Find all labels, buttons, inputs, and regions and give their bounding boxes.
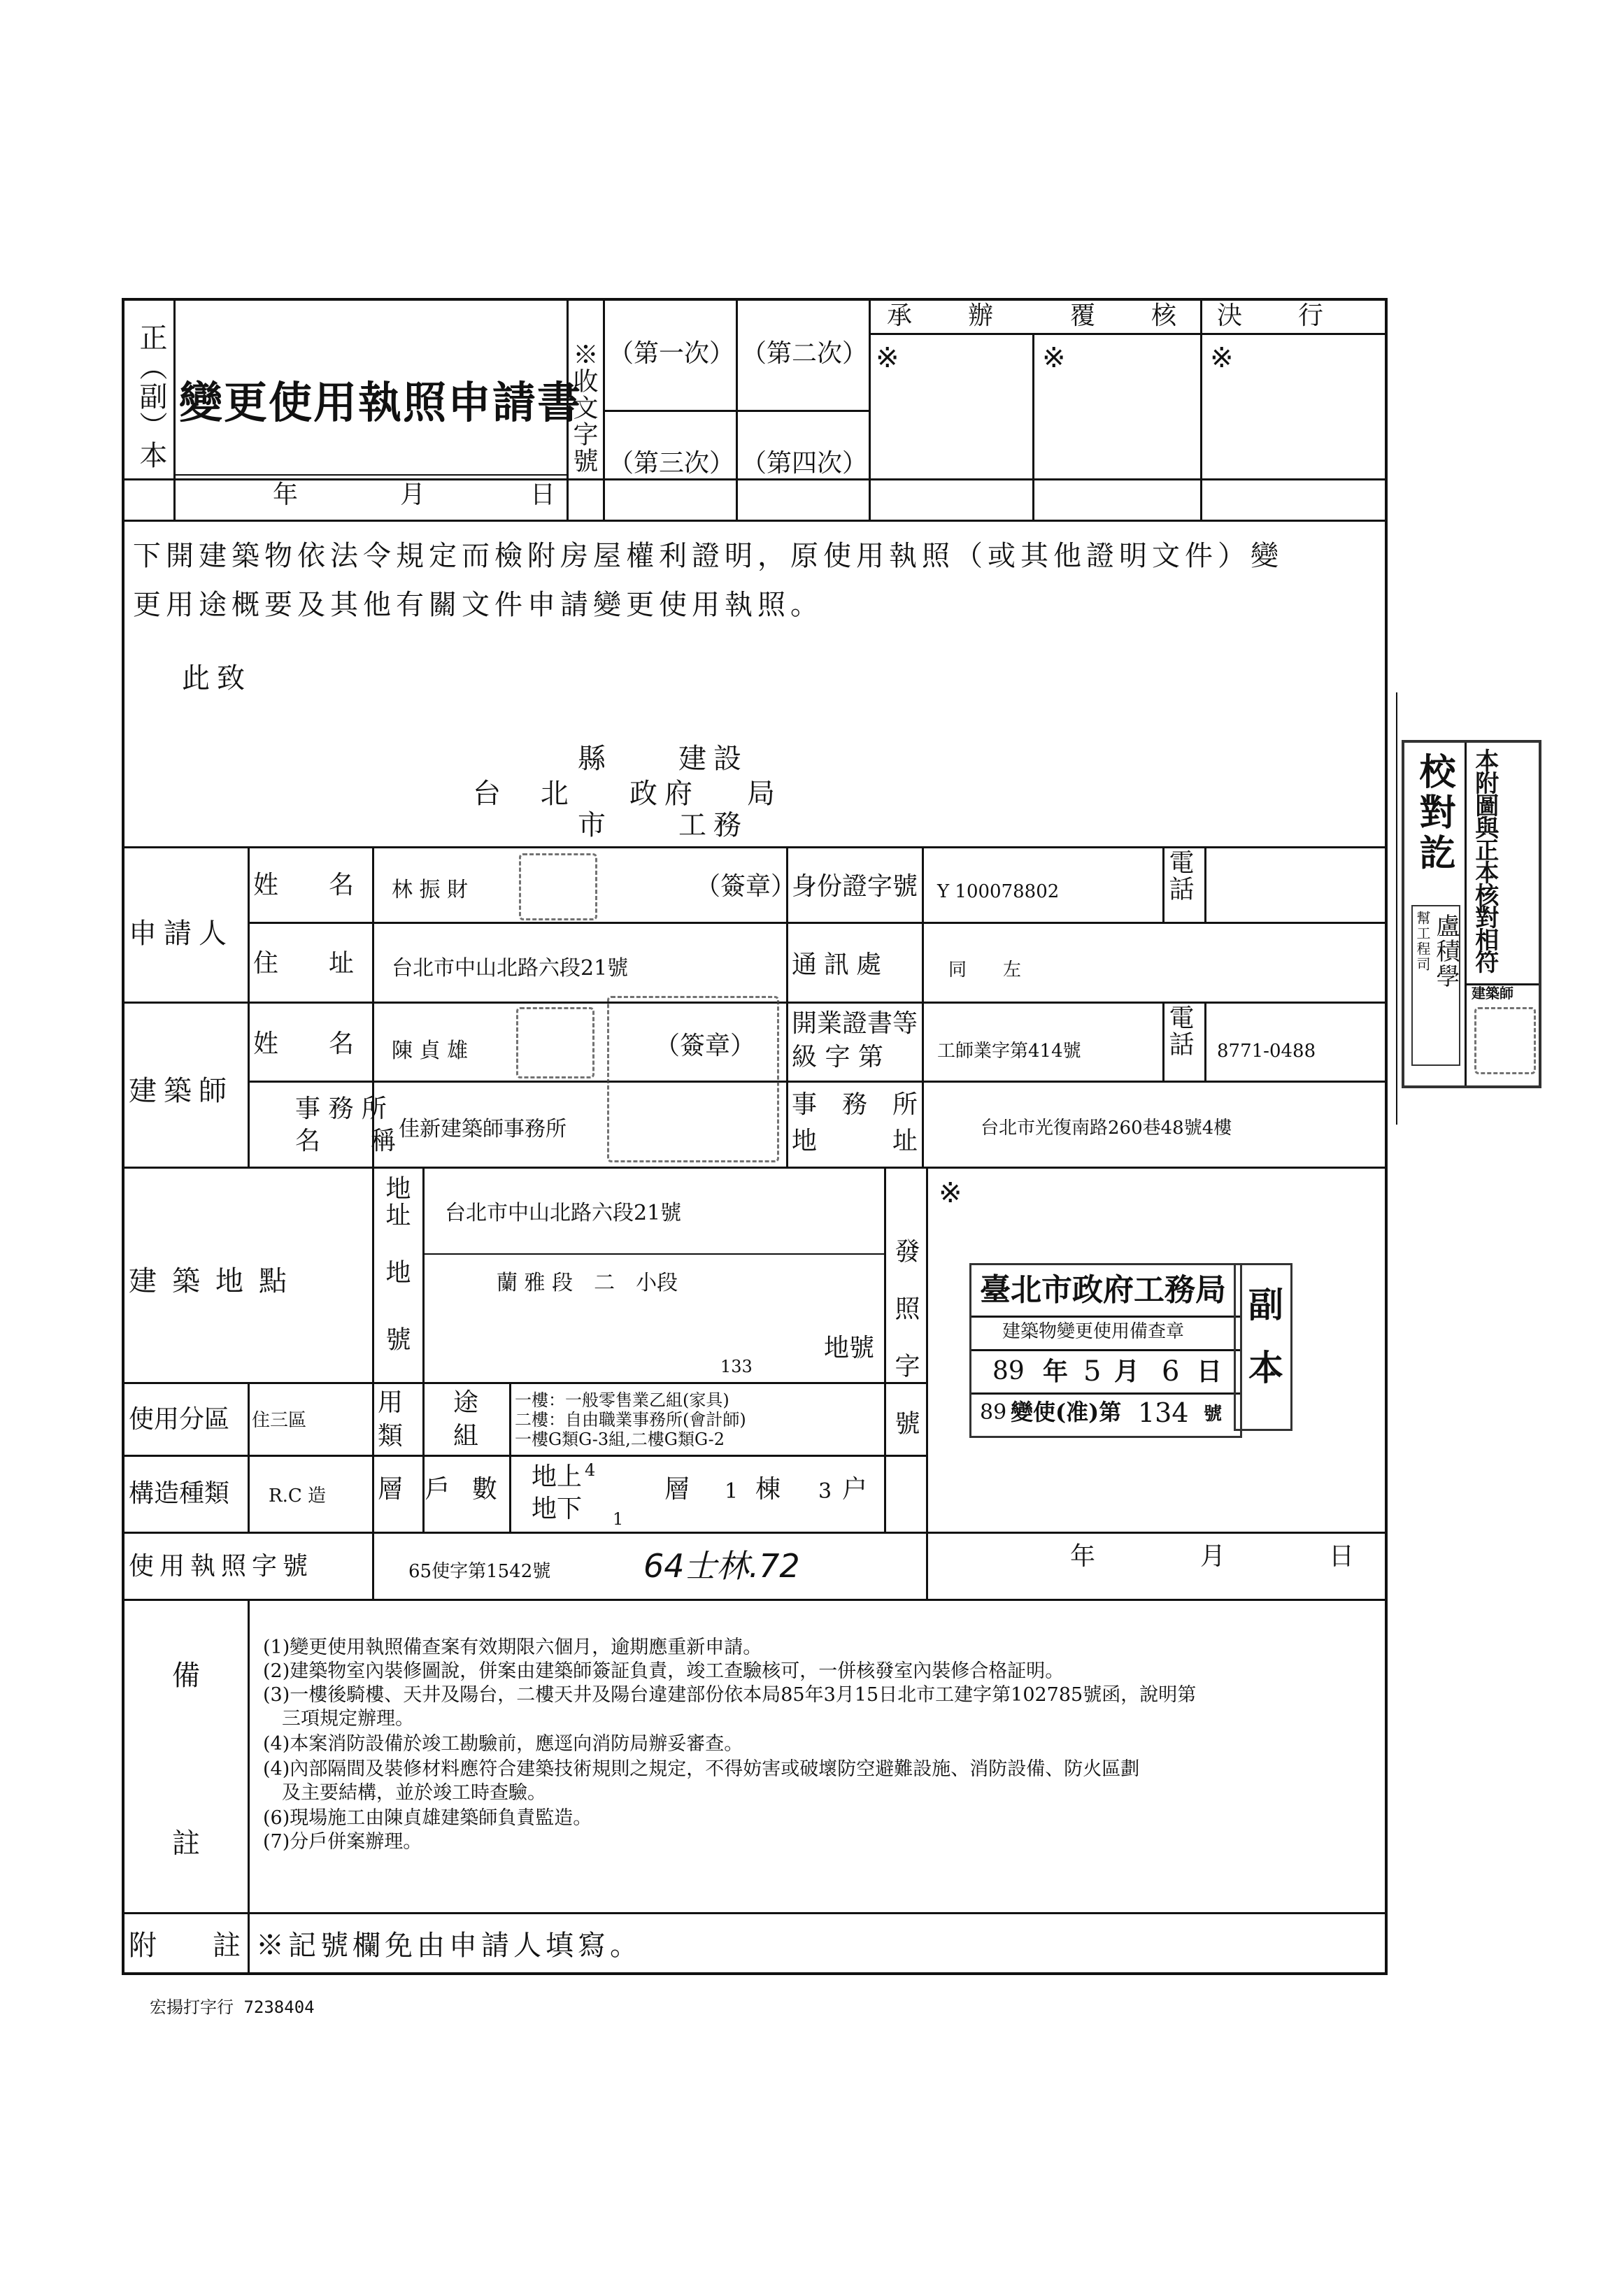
remark-line-4: 三項規定辦理。	[263, 1708, 414, 1730]
building-unit: 棟	[755, 1475, 781, 1504]
org-gov: 政府	[629, 778, 699, 810]
side-match-text: 本附圖與正本核對相符	[1470, 748, 1499, 972]
architect-office: 佳新建築師事務所	[399, 1117, 567, 1141]
stamp-org: 臺北市政府工務局	[980, 1272, 1226, 1308]
applicant-phone-label: 電話	[1165, 849, 1194, 902]
site-lot-number-label: 地號	[824, 1334, 875, 1362]
copy-type: 正（副）本	[135, 323, 167, 470]
applicant-name-label: 姓 名	[253, 871, 355, 899]
architect-sign-label: （簽章）	[655, 1032, 756, 1060]
review-handle: 承 辦	[887, 301, 1009, 330]
remarks-label-bottom: 註	[172, 1828, 200, 1860]
date-year-label: 年	[273, 480, 299, 509]
stamp-d: 日	[1197, 1357, 1223, 1386]
applicant-sign-label: （簽章）	[695, 872, 797, 901]
remarks-label-top: 備	[172, 1660, 200, 1692]
use-license-handwritten: 64士林.72	[643, 1547, 800, 1585]
applicant-contact-label: 通訊處	[792, 950, 889, 979]
stamp-number-prefix: 89	[980, 1400, 1007, 1425]
site-lot-number: 133	[720, 1357, 753, 1376]
org-work: 工務	[678, 809, 748, 841]
side-worker-title: 幫工程司	[1414, 911, 1431, 972]
usage-type-label-2: 類 組	[378, 1422, 479, 1451]
review-mark-3: ※	[1210, 342, 1234, 374]
license-date-year: 年	[1070, 1542, 1096, 1571]
architect-name: 陳 貞 雄	[392, 1039, 469, 1063]
license-date-month: 月	[1200, 1542, 1226, 1571]
org-city-name: 台 北	[473, 778, 584, 810]
side-seal	[1474, 1007, 1536, 1074]
form-title: 變更使用執照申請書	[179, 377, 583, 428]
site-section-label: 建築地點	[129, 1265, 302, 1297]
architect-name-label: 姓 名	[253, 1029, 355, 1058]
site-section-name: 蘭 雅 段 二 小段	[497, 1271, 678, 1295]
stamp-number-mid: 變使(准)第	[1011, 1399, 1122, 1425]
architect-seal-small	[516, 1007, 594, 1078]
date-day-label: 日	[530, 480, 556, 509]
floors-below-label: 地下	[532, 1495, 583, 1523]
side-architect-text: 建築師	[1472, 985, 1513, 1002]
floors-below-count: 1	[613, 1509, 624, 1529]
stamp-date-day: 6	[1162, 1355, 1180, 1388]
stamp-y: 年	[1043, 1357, 1069, 1386]
architect-seal-large	[607, 996, 779, 1162]
remark-line-3: (3)一樓後騎樓、天井及陽台，二樓天井及陽台違建部份依本局85年3月15日北市工建字第102785號函，說明第	[263, 1684, 1197, 1706]
applicant-name: 林 振 財	[392, 878, 469, 902]
remark-line-2: (2)建築物室內裝修圖說，併案由建築師簽証負責，竣工查驗核可，一併核發室內裝修合格証明。	[263, 1660, 1064, 1682]
remark-line-8: (6)現場施工由陳貞雄建築師負責監造。	[263, 1807, 592, 1829]
architect-office-address: 台北市光復南路260巷48號4樓	[981, 1118, 1232, 1139]
review-mark-2: ※	[1042, 342, 1066, 374]
printer-mark: 宏揚打字行 7238404	[150, 1997, 315, 2017]
household-count: 3	[818, 1479, 832, 1504]
applicant-address-label: 住 址	[253, 949, 355, 978]
intro-line-2: 更用途概要及其他有關文件申請變更使用執照。	[133, 589, 823, 621]
footnote-label: 附 註	[129, 1930, 241, 1962]
floors-label: 層 戶 數	[378, 1475, 504, 1504]
org-bureau: 局	[747, 778, 775, 810]
round-3: （第三次）	[608, 449, 735, 478]
remark-line-7: 及主要結構，並於竣工時查驗。	[263, 1782, 546, 1804]
org-county: 縣	[578, 743, 606, 775]
org-build: 建設	[678, 743, 748, 775]
stamp-number-suffix: 號	[1204, 1404, 1223, 1425]
zone-label: 使用分區	[129, 1405, 230, 1434]
usage-type-label-1: 用 途	[378, 1388, 479, 1417]
applicant-contact-value: 同 左	[948, 960, 1022, 981]
structure-value: R.C 造	[269, 1486, 326, 1506]
org-city: 市	[578, 809, 606, 841]
side-worker-box	[1411, 905, 1460, 1066]
stamp-date-year: 89	[992, 1357, 1025, 1385]
architect-office-addr-label-2: 地 址	[792, 1127, 918, 1155]
floors-above-label: 地上	[532, 1462, 583, 1491]
usage-type-2: 二樓：自由職業事務所(會計師)	[515, 1410, 746, 1430]
copy-stamp-text: 副本	[1243, 1286, 1284, 1412]
side-verify-stamp	[1402, 740, 1541, 1088]
side-worker-name: 盧積學	[1432, 913, 1460, 989]
round-4: （第四次）	[741, 449, 868, 478]
review-decide: 決 行	[1217, 301, 1339, 330]
remark-line-1: (1)變更使用執照備查案有效期限六個月，逾期應重新申請。	[263, 1637, 762, 1658]
site-address: 台北市中山北路六段21號	[445, 1201, 682, 1225]
license-date-day: 日	[1329, 1542, 1355, 1571]
review-mark-1: ※	[876, 342, 899, 374]
architect-office-label-2: 名 稱	[295, 1127, 397, 1155]
stamp-date-month: 5	[1083, 1355, 1102, 1388]
zone-value: 住三區	[252, 1410, 307, 1431]
use-license-label: 使用執照字號	[129, 1552, 314, 1581]
architect-license: 工師業字第414號	[937, 1041, 1081, 1062]
usage-type-3: 一樓G類G-3組,二樓G類G-2	[515, 1430, 725, 1449]
side-check-text: 校對訖	[1413, 753, 1455, 874]
site-address-label: 地址	[382, 1175, 411, 1228]
floors-above-count: 4	[585, 1460, 596, 1480]
architect-office-addr-label-1: 事 務 所	[792, 1090, 918, 1119]
structure-label: 構造種類	[129, 1479, 230, 1508]
intro-line-1: 下開建築物依法令規定而檢附房屋權利證明，原使用執照（或其他證明文件）變	[133, 540, 1283, 572]
architect-office-label-1: 事 務 所	[295, 1095, 387, 1123]
household-unit: 户	[842, 1475, 868, 1504]
architect-section-label: 建築師	[129, 1075, 234, 1107]
remark-line-9: (7)分戶併案辦理。	[263, 1831, 422, 1853]
site-lot-label: 地號	[382, 1259, 411, 1393]
permit-mark: ※	[939, 1177, 962, 1209]
applicant-id-label: 身份證字號	[792, 872, 918, 901]
date-month-label: 月	[400, 480, 426, 509]
floor-unit: 層	[664, 1475, 690, 1504]
round-1: （第一次）	[608, 339, 735, 368]
review-check: 覆 核	[1070, 301, 1192, 330]
footnote-text: ※記號欄免由申請人填寫。	[256, 1930, 642, 1962]
copy-stamp	[1234, 1263, 1292, 1431]
stamp-m: 月	[1114, 1357, 1140, 1386]
remark-line-6: (4)內部隔間及裝修材料應符合建築技術規則之規定，不得妨害或破壞防空避難設施、消防設備、防火區劃	[263, 1758, 1140, 1780]
round-2: （第二次）	[741, 339, 868, 368]
permit-number-label: 發照字號	[891, 1238, 920, 1467]
stamp-sub: 建築物變更使用備查章	[1002, 1321, 1185, 1342]
receipt-number-label: ※收文字號	[569, 341, 598, 474]
architect-license-label-2: 級 字 第	[792, 1043, 883, 1071]
stamp-number: 134	[1138, 1397, 1189, 1428]
building-count: 1	[725, 1479, 739, 1504]
usage-type-1: 一樓：一般零售業乙組(家具)	[515, 1390, 729, 1410]
applicant-id-value: Y 100078802	[937, 881, 1060, 902]
approval-stamp	[969, 1263, 1242, 1438]
applicant-address: 台北市中山北路六段21號	[392, 956, 629, 981]
architect-license-label-1: 開業證書等	[792, 1009, 918, 1038]
use-license-value: 65使字第1542號	[408, 1561, 551, 1582]
applicant-section-label: 申請人	[129, 918, 234, 950]
salutation: 此致	[182, 662, 252, 694]
applicant-seal	[519, 853, 597, 920]
remark-line-5: (4)本案消防設備於竣工勘驗前，應逕向消防局辦妥審查。	[263, 1733, 743, 1755]
architect-phone: 8771-0488	[1217, 1041, 1316, 1062]
architect-phone-label: 電話	[1165, 1004, 1194, 1057]
